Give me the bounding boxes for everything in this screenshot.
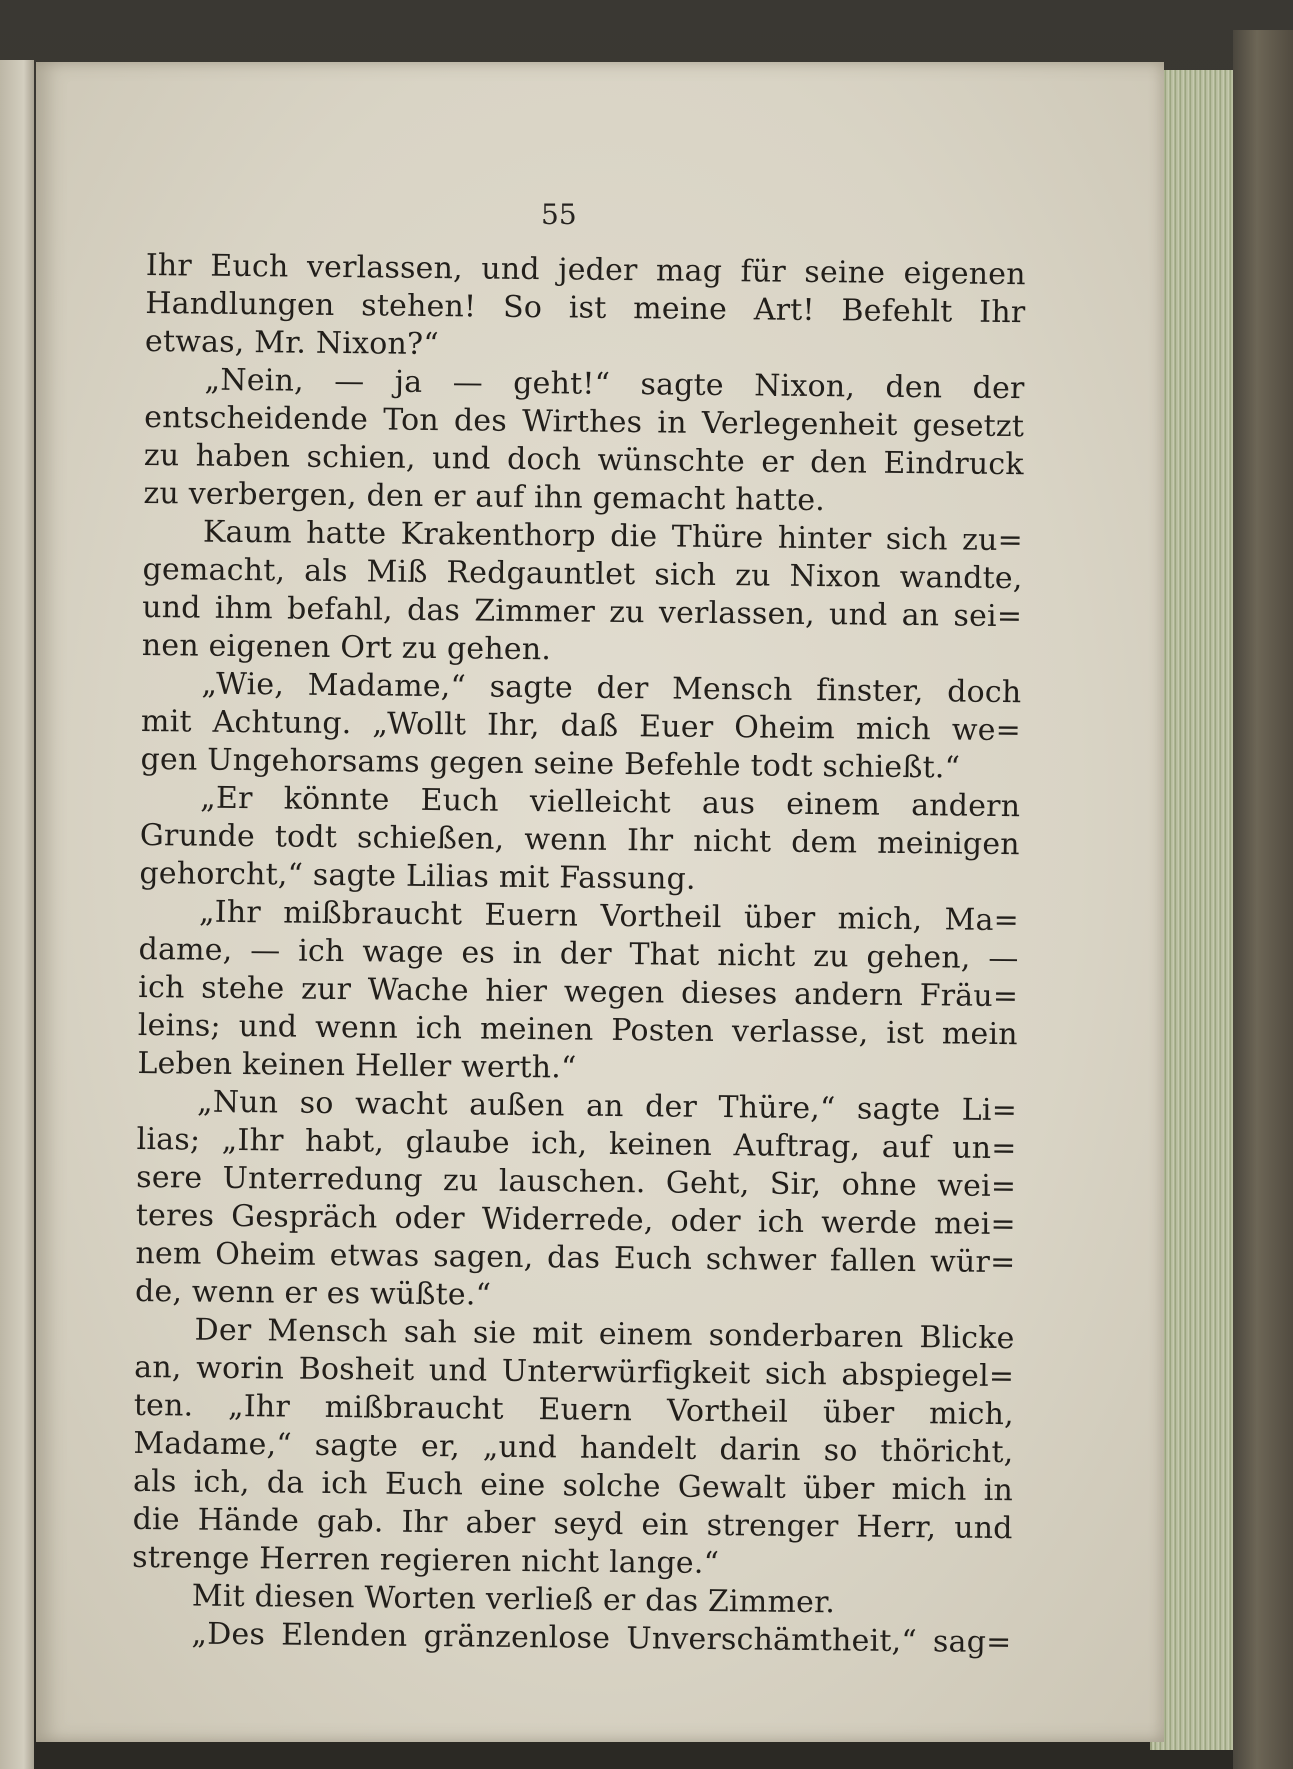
text-line: „Des Elenden gränzenlose Unverschämtheit,“ sag= [191, 1616, 1012, 1661]
text-line: leins; und wenn ich meinen Posten verlasse, ist mein [137, 1007, 1018, 1053]
text-line: Ihr Euch verlassen, und jeder mag für seine eigenen [145, 247, 1026, 293]
text-line: Handlungen stehen! So ist meine Art! Befehlt Ihr [145, 285, 1026, 331]
page-number: 55 [541, 198, 577, 231]
text-line: an, worin Bosheit und Unterwürfigkeit sich abspiegel= [134, 1349, 1015, 1395]
text-line: die Hände gab. Ihr aber seyd ein strenger Herr, und [132, 1501, 1013, 1547]
text-line: „Wie, Madame,“ sagte der Mensch finster, doch [201, 666, 1022, 711]
text-line: als ich, da ich Euch eine solche Gewalt über mich in [132, 1463, 1014, 1509]
text-line: zu haben schien, und doch wünschte er den Eindruck [143, 437, 1024, 483]
text-line: mit Achtung. „Wollt Ihr, daß Euer Oheim mich we= [140, 703, 1022, 749]
book-cover-edge [1233, 30, 1293, 1769]
text-line: gen Ungehorsams gegen seine Befehle todt schießt.“ [140, 741, 961, 786]
text-line: etwas, Mr. Nixon?“ [144, 323, 440, 363]
book-page [36, 62, 1164, 1742]
text-line: „Nein, — ja — geht!“ sagte Nixon, den der [204, 362, 1025, 407]
text-line: „Nun so wacht außen an der Thüre,“ sagte Li= [196, 1084, 1018, 1129]
text-line: nem Oheim etwas sagen, das Euch schwer fallen wür= [135, 1235, 1016, 1281]
text-line: Kaum hatte Krakenthorp die Thüre hinter sich zu= [202, 514, 1024, 559]
body-text [131, 247, 1026, 1662]
text-line: Leben keinen Heller werth.“ [137, 1045, 577, 1086]
left-page-edge [0, 60, 34, 1769]
text-line: ten. „Ihr mißbraucht Euern Vortheil über mich, [133, 1387, 1015, 1433]
text-line: Madame,“ sagte er, „und handelt darin so thöricht, [133, 1425, 1014, 1471]
text-line: teres Gespräch oder Widerrede, oder ich werde mei= [135, 1197, 1016, 1243]
text-line: nen eigenen Ort zu gehen. [141, 627, 552, 668]
text-line: „Ihr mißbraucht Euern Vortheil über mich, Ma= [198, 894, 1020, 939]
text-line: strenge Herren regieren nicht lange.“ [132, 1539, 720, 1582]
text-line: und ihm befahl, das Zimmer zu verlassen, und an sei= [142, 589, 1023, 635]
text-line: sere Unterredung zu lauschen. Geht, Sir, ohne wei= [136, 1159, 1017, 1205]
text-line: zu verbergen, den er auf ihn gemacht hatte. [143, 475, 826, 519]
text-line: „Er könnte Euch vielleicht aus einem andern [200, 780, 1021, 825]
text-line: gehorcht,“ sagte Lilias mit Fassung. [139, 855, 696, 897]
text-line: ich stehe zur Wache hier wegen dieses andern Fräu= [138, 969, 1019, 1015]
text-line: de, wenn er es wüßte.“ [134, 1273, 492, 1313]
text-line: Grunde todt schießen, wenn Ihr nicht dem meinigen [139, 817, 1020, 863]
text-line: dame, — ich wage es in der That nicht zu gehen, — [138, 931, 1019, 977]
text-line: Mit diesen Worten verließ er das Zimmer. [191, 1578, 836, 1621]
text-line: Der Mensch sah sie mit einem sonderbaren Blicke [194, 1312, 1015, 1357]
text-line: gemacht, als Miß Redgauntlet sich zu Nixon wandte, [142, 551, 1023, 597]
text-line: entscheidende Ton des Wirthes in Verlegenheit gesetzt [144, 399, 1025, 445]
text-line: lias; „Ihr habt, glaube ich, keinen Auftrag, auf un= [136, 1121, 1017, 1167]
